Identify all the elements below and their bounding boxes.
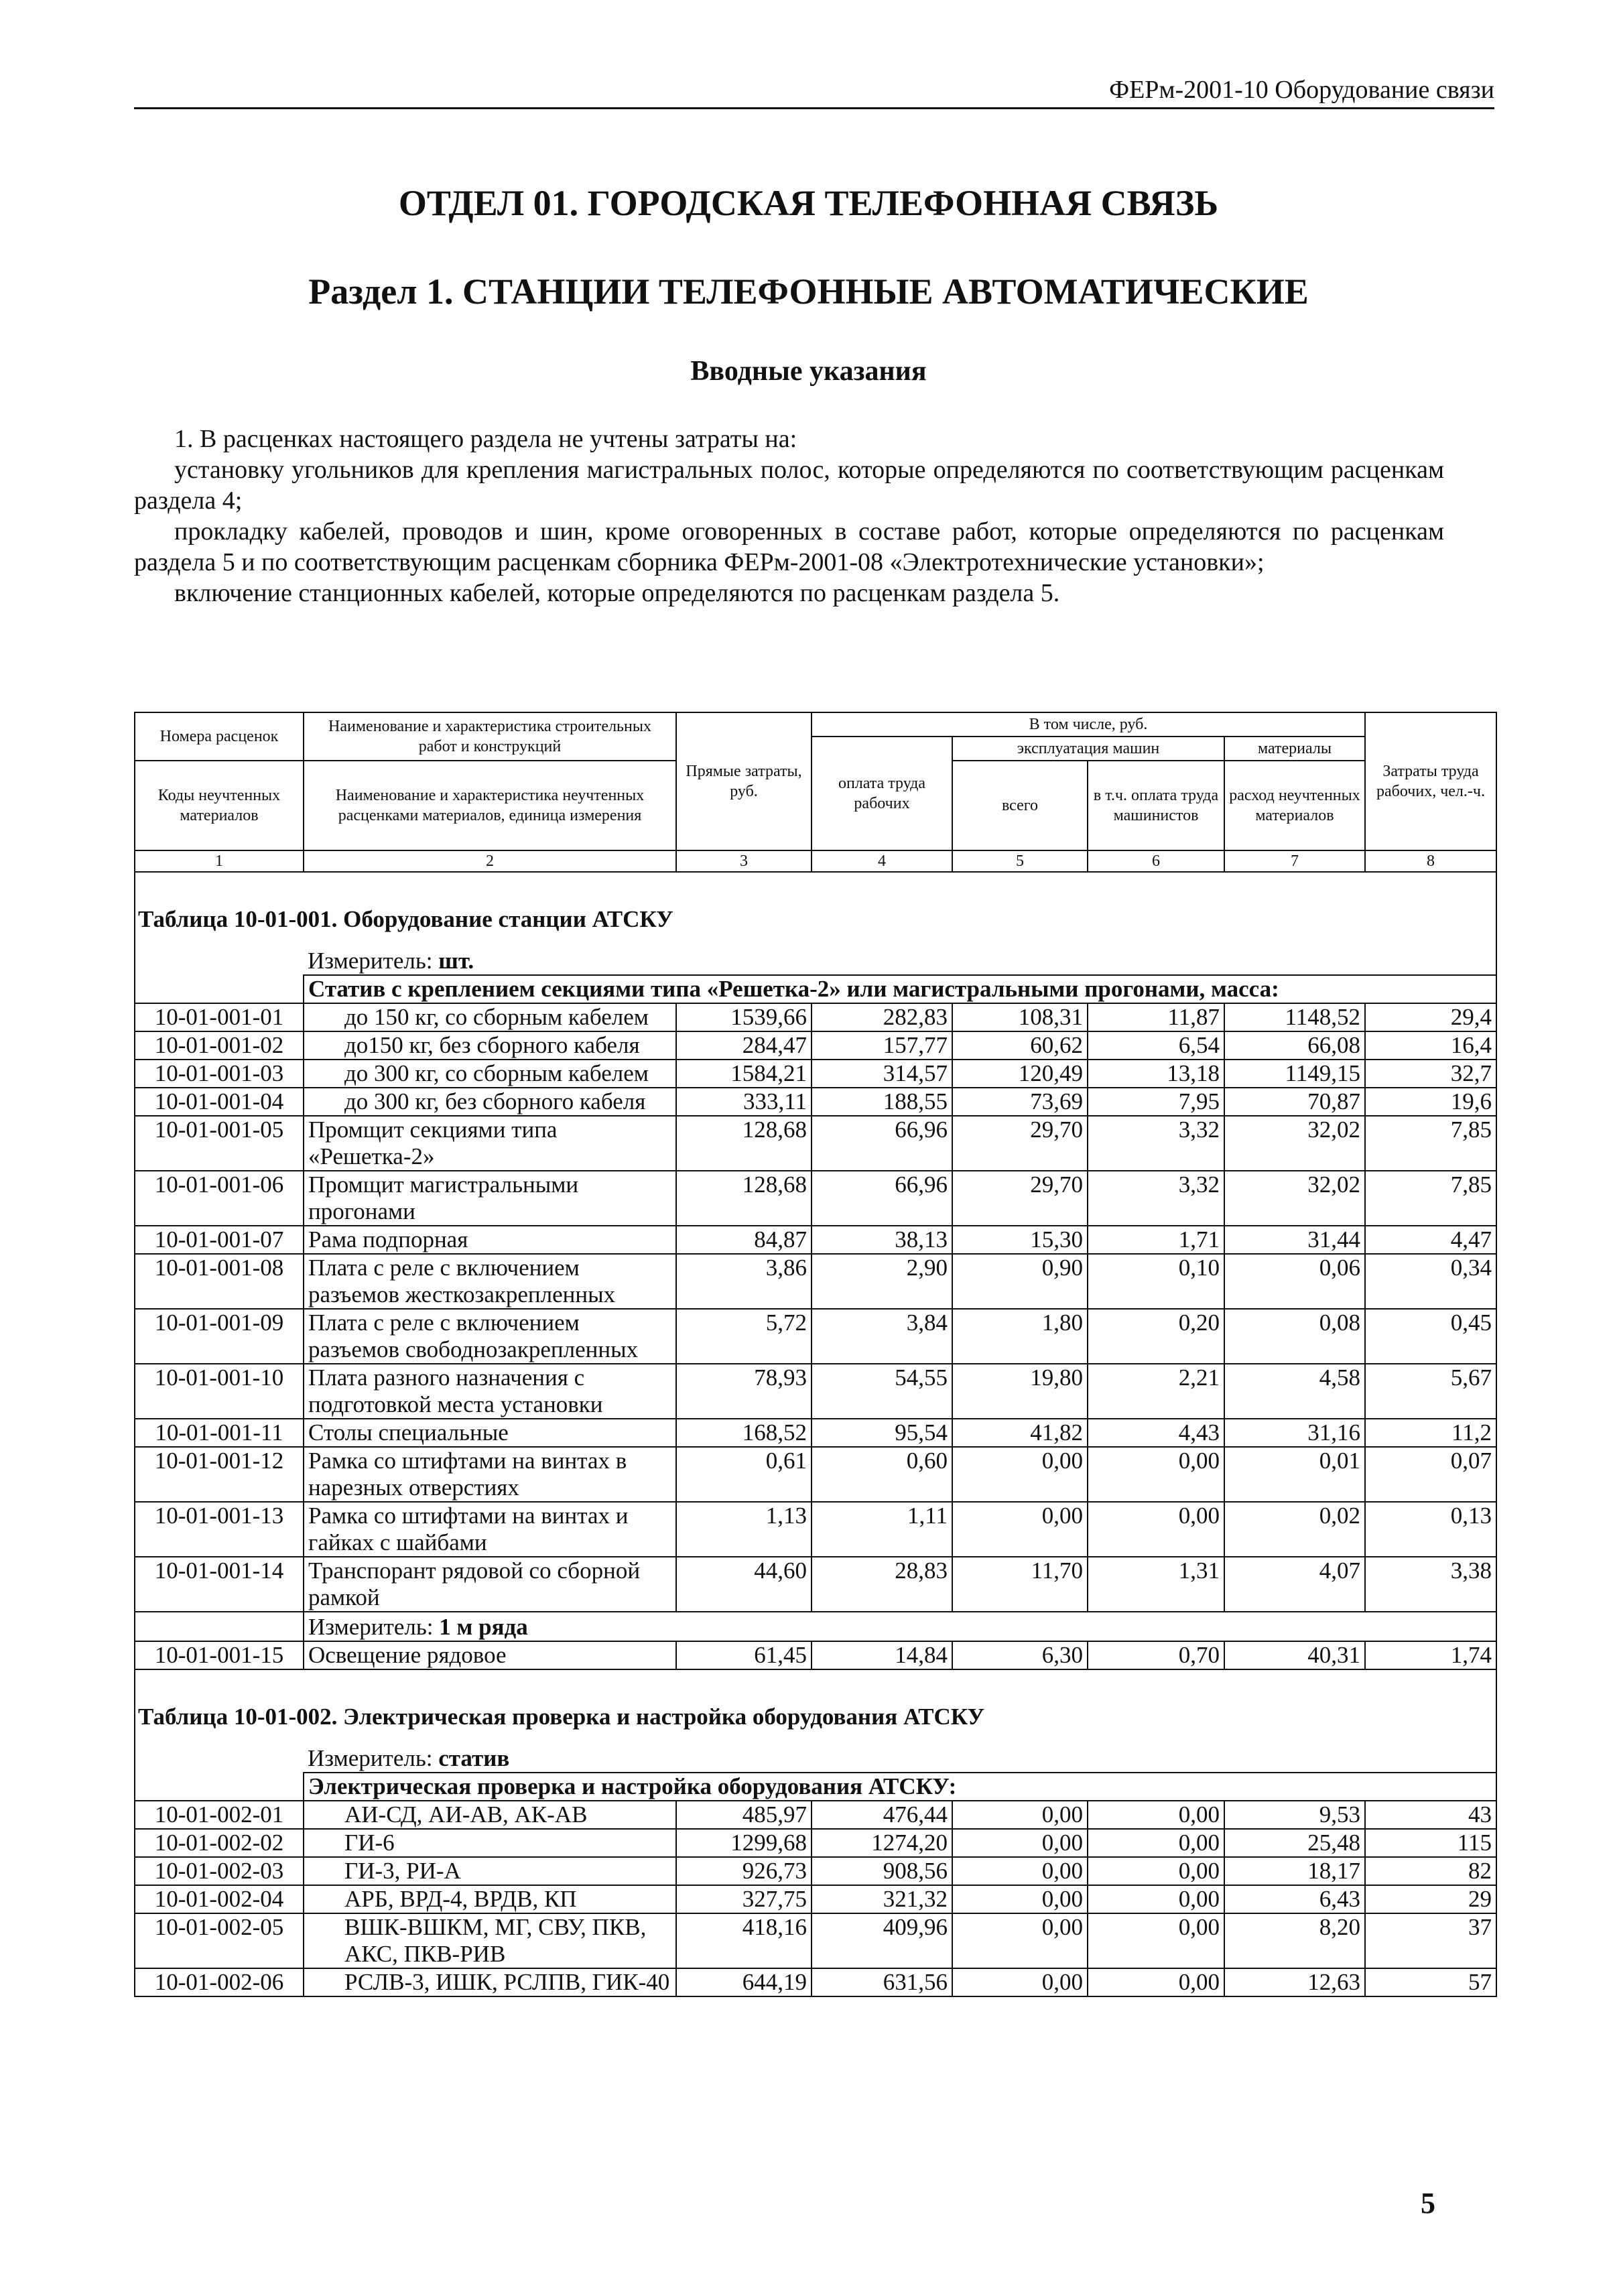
machine-total-cell: 0,00 [952,1447,1088,1502]
direct-costs-cell: 1584,21 [676,1060,812,1088]
machine-total-cell: 0,00 [952,1502,1088,1557]
rate-code-cell: 10-01-002-03 [135,1857,304,1885]
direct-costs-cell: 1,13 [676,1502,812,1557]
meter-label: Измеритель: [308,1614,434,1640]
work-name-cell: до150 кг, без сборного кабеля [304,1031,676,1060]
table-10-01-002-rows [135,1801,1496,1996]
materials-cell: 70,87 [1224,1088,1365,1116]
meter-label: Измеритель: [308,948,433,974]
table-row [135,1088,1496,1116]
labor-pay-cell: 188,55 [812,1088,952,1116]
table-10-01-001 [135,872,1496,1003]
work-name-cell: Плата с реле с включением разъемов свободнозакрепленных [304,1309,676,1364]
machine-labor-cell: 0,00 [1088,1447,1224,1502]
labor-hours-cell: 19,6 [1365,1088,1496,1116]
rate-code-cell: 10-01-001-10 [135,1364,304,1419]
labor-hours-cell: 5,67 [1365,1364,1496,1419]
direct-costs-cell: 44,60 [676,1557,812,1612]
materials-cell: 32,02 [1224,1171,1365,1226]
table-row [135,1447,1496,1502]
column-number: 2 [304,850,676,872]
machine-labor-cell: 0,00 [1088,1829,1224,1857]
direct-costs-cell: 1539,66 [676,1003,812,1031]
table-row [135,1968,1496,1996]
machine-total-cell: 0,00 [952,1857,1088,1885]
work-name-cell: Освещение рядовое [304,1641,676,1669]
direct-costs-cell: 128,68 [676,1116,812,1171]
meter-label: Измеритель: [308,1745,433,1771]
labor-hours-cell: 29 [1365,1885,1496,1913]
labor-hours-cell: 57 [1365,1968,1496,1996]
machine-total-cell: 29,70 [952,1116,1088,1171]
column-number: 3 [676,850,812,872]
intro-paragraph: прокладку кабелей, проводов и шин, кроме оговоренных в составе работ, которые определяются по расценкам раздела 5 и по соответствующим расценкам сборника ФЕРм-2001-08 «Электротехнические установки»; [134,517,1444,576]
header-material-name: Наименование и характеристика неучтенных расценками материалов, единица измерения [304,761,676,850]
materials-cell: 1149,15 [1224,1060,1365,1088]
labor-pay-cell: 908,56 [812,1857,952,1885]
machine-total-cell: 19,80 [952,1364,1088,1419]
table-row [135,1557,1496,1612]
work-name-cell: ГИ-3, РИ-А [304,1857,676,1885]
materials-cell: 0,08 [1224,1309,1365,1364]
table-row [135,1060,1496,1088]
materials-cell: 31,16 [1224,1419,1365,1447]
meter-value: 1 м ряда [439,1614,528,1640]
table-row [135,1254,1496,1309]
meter-value: статив [438,1745,510,1771]
labor-pay-cell: 0,60 [812,1447,952,1502]
labor-pay-cell: 282,83 [812,1003,952,1031]
labor-hours-cell: 43 [1365,1801,1496,1829]
machine-labor-cell: 3,32 [1088,1171,1224,1226]
header-direct-costs: Прямые затраты, руб. [676,712,812,850]
header-materials: материалы [1224,737,1365,761]
table-row [135,1885,1496,1913]
work-name-cell: ГИ-6 [304,1829,676,1857]
rate-code-cell: 10-01-001-12 [135,1447,304,1502]
labor-hours-cell: 3,38 [1365,1557,1496,1612]
machine-total-cell: 60,62 [952,1031,1088,1060]
header-machine-total: всего [952,761,1088,850]
direct-costs-cell: 78,93 [676,1364,812,1419]
rate-code-cell: 10-01-002-01 [135,1801,304,1829]
column-number: 1 [135,850,304,872]
labor-pay-cell: 631,56 [812,1968,952,1996]
rate-code-cell: 10-01-002-02 [135,1829,304,1857]
table-row [135,1226,1496,1254]
column-number: 6 [1088,850,1224,872]
meter-line [304,1744,1496,1773]
machine-labor-cell: 4,43 [1088,1419,1224,1447]
meter-value: шт. [438,948,474,974]
column-number: 7 [1224,850,1365,872]
table-row [135,1309,1496,1364]
table-row [135,1171,1496,1226]
machine-total-cell: 0,00 [952,1913,1088,1968]
header-materials-consumption: расход неучтенных материалов [1224,761,1365,850]
materials-cell: 18,17 [1224,1857,1365,1885]
labor-pay-cell: 321,32 [812,1885,952,1913]
page-number: 5 [1421,2187,1435,2220]
header-machine-operation: эксплуатация машин [952,737,1224,761]
materials-cell: 1148,52 [1224,1003,1365,1031]
table-row [135,1857,1496,1885]
intro-text [134,424,1444,609]
section-title: Раздел 1. СТАНЦИИ ТЕЛЕФОННЫЕ АВТОМАТИЧЕСКИЕ [308,271,1309,312]
table-row [135,1913,1496,1968]
work-name-cell: до 150 кг, со сборным кабелем [304,1003,676,1031]
machine-total-cell: 0,00 [952,1885,1088,1913]
labor-hours-cell: 82 [1365,1857,1496,1885]
direct-costs-cell: 128,68 [676,1171,812,1226]
machine-labor-cell: 6,54 [1088,1031,1224,1060]
header-rate-numbers: Номера расценок [135,712,304,761]
meter-line [304,1612,1496,1641]
machine-total-cell: 11,70 [952,1557,1088,1612]
group-title: Электрическая проверка и настройка оборудования АТСКУ: [304,1773,1496,1801]
rate-code-cell: 10-01-001-01 [135,1003,304,1031]
labor-hours-cell: 0,34 [1365,1254,1496,1309]
direct-costs-cell: 3,86 [676,1254,812,1309]
rate-code-cell: 10-01-002-06 [135,1968,304,1996]
rate-code-cell: 10-01-001-06 [135,1171,304,1226]
rate-code-cell: 10-01-002-05 [135,1913,304,1968]
table-row [135,1502,1496,1557]
direct-costs-cell: 61,45 [676,1641,812,1669]
labor-hours-cell: 0,07 [1365,1447,1496,1502]
machine-labor-cell: 3,32 [1088,1116,1224,1171]
direct-costs-cell: 485,97 [676,1801,812,1829]
intro-heading: Вводные указания [690,356,927,387]
machine-labor-cell: 0,00 [1088,1968,1224,1996]
machine-total-cell: 29,70 [952,1171,1088,1226]
machine-labor-cell: 0,00 [1088,1502,1224,1557]
materials-cell: 25,48 [1224,1829,1365,1857]
labor-hours-cell: 37 [1365,1913,1496,1968]
labor-pay-cell: 314,57 [812,1060,952,1088]
table-row [135,1364,1496,1419]
machine-labor-cell: 0,10 [1088,1254,1224,1309]
materials-cell: 8,20 [1224,1913,1365,1968]
labor-hours-cell: 115 [1365,1829,1496,1857]
machine-total-cell: 1,80 [952,1309,1088,1364]
materials-cell: 4,58 [1224,1364,1365,1419]
table-10-01-001-rows [135,1003,1496,1612]
materials-cell: 9,53 [1224,1801,1365,1829]
labor-hours-cell: 1,74 [1365,1641,1496,1669]
work-name-cell: Промщит секциями типа «Решетка-2» [304,1116,676,1171]
rate-code-cell: 10-01-001-13 [135,1502,304,1557]
direct-costs-cell: 84,87 [676,1226,812,1254]
labor-hours-cell: 0,13 [1365,1502,1496,1557]
materials-cell: 66,08 [1224,1031,1365,1060]
labor-pay-cell: 409,96 [812,1913,952,1968]
work-name-cell: РСЛВ-3, ИШК, РСЛПВ, ГИК-40 [304,1968,676,1996]
work-name-cell: Плата разного назначения с подготовкой места установки [304,1364,676,1419]
labor-pay-cell: 28,83 [812,1557,952,1612]
header-labor-pay: оплата труда рабочих [812,737,952,850]
materials-cell: 0,06 [1224,1254,1365,1309]
rate-code-cell: 10-01-001-09 [135,1309,304,1364]
header-including: В том числе, руб. [812,712,1365,737]
table-10-01-001-rows-2 [135,1641,1496,1669]
meter-line [304,946,1496,975]
machine-total-cell: 41,82 [952,1419,1088,1447]
rate-code-cell: 10-01-001-03 [135,1060,304,1088]
table-row [135,1031,1496,1060]
department-title: ОТДЕЛ 01. ГОРОДСКАЯ ТЕЛЕФОННАЯ СВЯЗЬ [398,183,1219,223]
direct-costs-cell: 333,11 [676,1088,812,1116]
rate-code-cell: 10-01-001-04 [135,1088,304,1116]
machine-total-cell: 0,00 [952,1829,1088,1857]
materials-cell: 40,31 [1224,1641,1365,1669]
table-row [135,1801,1496,1829]
machine-total-cell: 73,69 [952,1088,1088,1116]
labor-pay-cell: 157,77 [812,1031,952,1060]
rate-code-cell: 10-01-001-11 [135,1419,304,1447]
labor-pay-cell: 66,96 [812,1116,952,1171]
direct-costs-cell: 327,75 [676,1885,812,1913]
labor-pay-cell: 66,96 [812,1171,952,1226]
machine-labor-cell: 0,00 [1088,1801,1224,1829]
machine-labor-cell: 0,00 [1088,1913,1224,1968]
header-labor-hours: Затраты труда рабочих, чел.-ч. [1365,712,1496,850]
machine-labor-cell: 0,00 [1088,1857,1224,1885]
work-name-cell: Рама подпорная [304,1226,676,1254]
work-name-cell: АРБ, ВРД-4, ВРДВ, КП [304,1885,676,1913]
direct-costs-cell: 0,61 [676,1447,812,1502]
machine-total-cell: 0,00 [952,1968,1088,1996]
work-name-cell: Промщит магистральными прогонами [304,1171,676,1226]
table-row [135,1116,1496,1171]
column-number: 4 [812,850,952,872]
labor-pay-cell: 3,84 [812,1309,952,1364]
header-work-name: Наименование и характеристика строительных работ и конструкций [304,712,676,761]
machine-labor-cell: 13,18 [1088,1060,1224,1088]
table-10-01-002 [135,1669,1496,1801]
labor-pay-cell: 14,84 [812,1641,952,1669]
machine-total-cell: 6,30 [952,1641,1088,1669]
intro-paragraph: включение станционных кабелей, которые определяются по расценкам раздела 5. [174,579,1060,607]
machine-total-cell: 15,30 [952,1226,1088,1254]
work-name-cell: АИ-СД, АИ-АВ, АК-АВ [304,1801,676,1829]
labor-pay-cell: 1,11 [812,1502,952,1557]
machine-labor-cell: 0,00 [1088,1885,1224,1913]
materials-cell: 0,01 [1224,1447,1365,1502]
labor-pay-cell: 95,54 [812,1419,952,1447]
table-10-01-001-meter2 [135,1612,1496,1641]
rate-code-cell: 10-01-001-05 [135,1116,304,1171]
machine-labor-cell: 1,31 [1088,1557,1224,1612]
machine-labor-cell: 11,87 [1088,1003,1224,1031]
column-number: 5 [952,850,1088,872]
machine-labor-cell: 0,20 [1088,1309,1224,1364]
table-title: Таблица 10-01-002. Электрическая проверка и настройка оборудования АТСКУ [135,1669,1496,1744]
header-machine-labor: в т.ч. оплата труда машинистов [1088,761,1224,850]
direct-costs-cell: 1299,68 [676,1829,812,1857]
work-name-cell: Плата с реле с включением разъемов жесткозакрепленных [304,1254,676,1309]
labor-hours-cell: 29,4 [1365,1003,1496,1031]
materials-cell: 6,43 [1224,1885,1365,1913]
table-row [135,1641,1496,1669]
table-row [135,1003,1496,1031]
labor-pay-cell: 38,13 [812,1226,952,1254]
labor-pay-cell: 1274,20 [812,1829,952,1857]
direct-costs-cell: 168,52 [676,1419,812,1447]
rate-code-cell: 10-01-001-07 [135,1226,304,1254]
table-title: Таблица 10-01-001. Оборудование станции АТСКУ [135,872,1496,946]
materials-cell: 12,63 [1224,1968,1365,1996]
group-title: Статив с креплением секциями типа «Решетка-2» или магистральными прогонами, масса: [304,975,1496,1003]
direct-costs-cell: 418,16 [676,1913,812,1968]
header-material-codes: Коды неучтенных материалов [135,761,304,850]
work-name-cell: Рамка со штифтами на винтах и гайках с шайбами [304,1502,676,1557]
labor-pay-cell: 2,90 [812,1254,952,1309]
labor-hours-cell: 32,7 [1365,1060,1496,1088]
running-header: ФЕРм-2001-10 Оборудование связи [134,75,1494,109]
labor-hours-cell: 4,47 [1365,1226,1496,1254]
rate-code-cell: 10-01-002-04 [135,1885,304,1913]
table-header [135,712,1496,872]
labor-pay-cell: 54,55 [812,1364,952,1419]
table-row [135,1829,1496,1857]
work-name-cell: Транспорант рядовой со сборной рамкой [304,1557,676,1612]
labor-pay-cell: 476,44 [812,1801,952,1829]
column-number: 8 [1365,850,1496,872]
table-row [135,1419,1496,1447]
machine-labor-cell: 2,21 [1088,1364,1224,1419]
work-name-cell: ВШК-ВШКМ, МГ, СВУ, ПКВ, АКС, ПКВ-РИВ [304,1913,676,1968]
materials-cell: 32,02 [1224,1116,1365,1171]
work-name-cell: до 300 кг, со сборным кабелем [304,1060,676,1088]
direct-costs-cell: 926,73 [676,1857,812,1885]
rate-code-cell: 10-01-001-14 [135,1557,304,1612]
rate-code-cell: 10-01-001-02 [135,1031,304,1060]
machine-total-cell: 0,00 [952,1801,1088,1829]
machine-labor-cell: 0,70 [1088,1641,1224,1669]
work-name-cell: Рамка со штифтами на винтах в нарезных отверстиях [304,1447,676,1502]
labor-hours-cell: 11,2 [1365,1419,1496,1447]
labor-hours-cell: 7,85 [1365,1116,1496,1171]
work-name-cell: Столы специальные [304,1419,676,1447]
machine-total-cell: 0,90 [952,1254,1088,1309]
direct-costs-cell: 5,72 [676,1309,812,1364]
machine-total-cell: 108,31 [952,1003,1088,1031]
labor-hours-cell: 7,85 [1365,1171,1496,1226]
direct-costs-cell: 644,19 [676,1968,812,1996]
materials-cell: 4,07 [1224,1557,1365,1612]
rate-code-cell: 10-01-001-08 [135,1254,304,1309]
intro-paragraph: 1. В расценках настоящего раздела не учтены затраты на: [174,425,797,453]
materials-cell: 0,02 [1224,1502,1365,1557]
rate-code-cell: 10-01-001-15 [135,1641,304,1669]
machine-labor-cell: 7,95 [1088,1088,1224,1116]
rates-table [134,712,1497,1997]
materials-cell: 31,44 [1224,1226,1365,1254]
intro-paragraph: установку угольников для крепления магистральных полос, которые определяются по соответствующим расценкам раздела 4; [134,456,1444,515]
work-name-cell: до 300 кг, без сборного кабеля [304,1088,676,1116]
labor-hours-cell: 0,45 [1365,1309,1496,1364]
machine-labor-cell: 1,71 [1088,1226,1224,1254]
direct-costs-cell: 284,47 [676,1031,812,1060]
labor-hours-cell: 16,4 [1365,1031,1496,1060]
machine-total-cell: 120,49 [952,1060,1088,1088]
